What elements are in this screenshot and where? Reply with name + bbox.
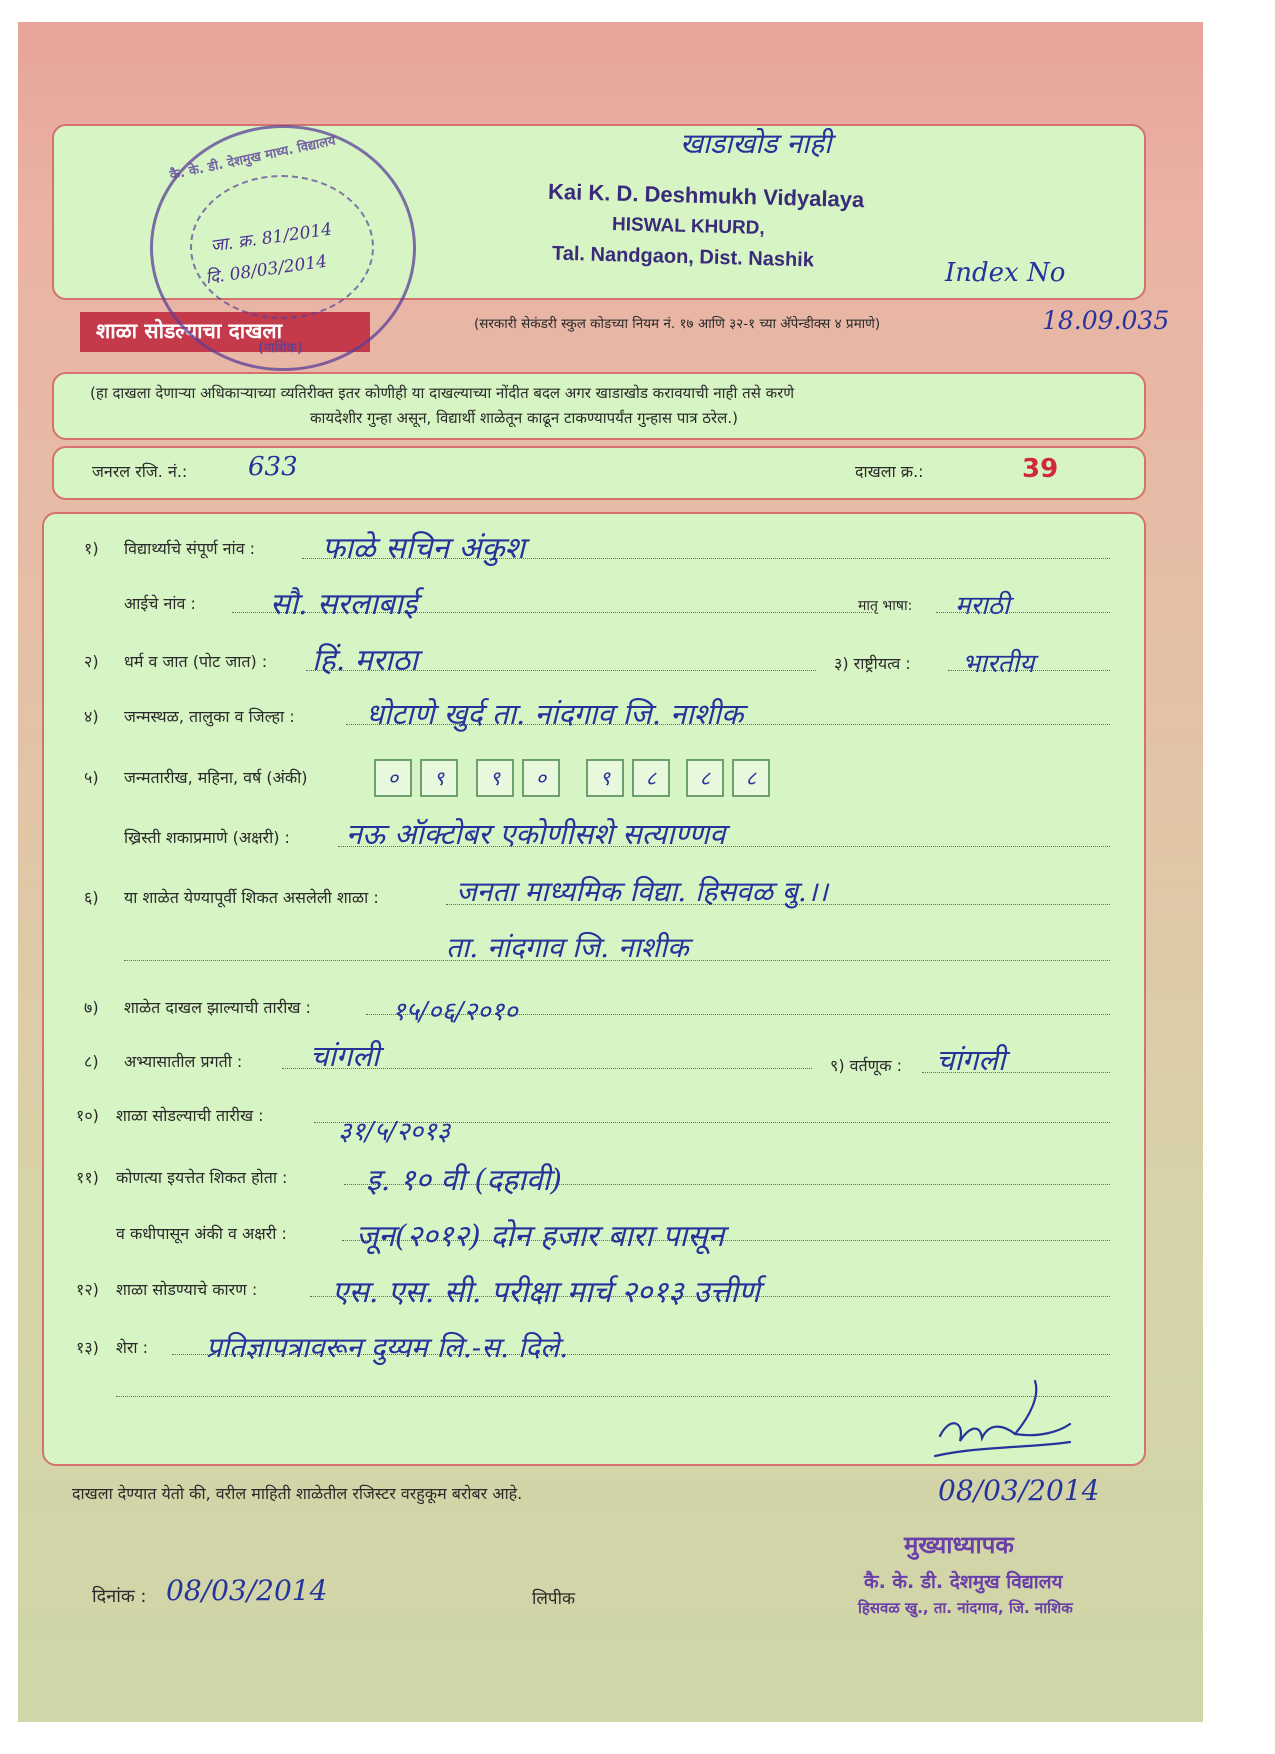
since-when-label: व कधीपासून अंकी व अक्षरी : xyxy=(116,1224,287,1243)
dob-digit-3: ९ xyxy=(476,759,514,797)
index-number: 18.09.035 xyxy=(1042,306,1170,335)
field-2-number: २) xyxy=(84,652,99,671)
mother-tongue: मराठी xyxy=(955,591,1010,621)
headmaster-stamp-place: हिसवळ खु., ता. नांदगाव, जि. नाशिक xyxy=(858,1599,1073,1617)
field-8-label: अभ्यासातील प्रगती : xyxy=(124,1052,243,1071)
clerk-label: लिपीक xyxy=(532,1589,576,1609)
dob-digit-5: ९ xyxy=(586,759,624,797)
remarks: प्रतिज्ञापत्रावरून दुय्यम लि.-स. दिले. xyxy=(206,1331,568,1364)
mother-tongue-label: मातृ भाषा: xyxy=(858,598,913,614)
field-7-number: ७) xyxy=(84,998,99,1017)
date-label: दिनांक : xyxy=(92,1586,147,1607)
seal-text-top: कै. के. डी. देशमुख माध्य. विद्यालय xyxy=(168,133,337,184)
issue-date: 08/03/2014 xyxy=(166,1574,328,1607)
headmaster-stamp-school: कै. के. डी. देशमुख विद्यालय xyxy=(864,1571,1063,1593)
warning-line-2: कायदेशीर गुन्हा असून, विद्यार्थी शाळेतून काढून टाकण्यापर्यंत गुन्हास पात्र ठरेल.) xyxy=(310,409,738,427)
mother-name: सौ. सरलाबाई xyxy=(270,587,418,622)
declaration-text: दाखला देण्यात येतो की, वरील माहिती शाळेतील रजिस्टर वरहुकूम बरोबर आहे. xyxy=(72,1484,523,1503)
academic-progress: चांगली xyxy=(310,1039,380,1073)
field-13-label: शेरा : xyxy=(116,1338,149,1357)
birth-place: धोटाणे खुर्द ता. नांदगाव जि. नाशीक xyxy=(366,697,744,731)
leaving-reason: एस. एस. सी. परीक्षा मार्च २०१३ उत्तीर्ण xyxy=(332,1275,760,1310)
field-11-number: ११) xyxy=(76,1168,99,1187)
general-register-number: 633 xyxy=(248,452,298,482)
field-11-label: कोणत्या इयत्तेत शिकत होता : xyxy=(116,1168,288,1187)
seal-ref-date: दि. 08/03/2014 xyxy=(204,251,329,289)
headmaster-stamp-title: मुख्याध्यापक xyxy=(904,1531,1014,1559)
field-12-number: १२) xyxy=(76,1280,99,1299)
previous-school-line-2: ता. नांदगाव जि. नाशीक xyxy=(446,931,689,964)
dob-words-label: ख्रिस्ती शकाप्रमाणे (अक्षरी) : xyxy=(124,828,290,847)
handwritten-no-erasure-note: खाडाखोड नाही xyxy=(680,127,832,160)
field-1-label: विद्यार्थ्याचे संपूर्ण नांव : xyxy=(124,539,256,558)
signature-date: 08/03/2014 xyxy=(938,1474,1100,1507)
headmaster-signature xyxy=(920,1376,1080,1466)
field-10-number: १०) xyxy=(76,1106,99,1125)
nationality: भारतीय xyxy=(962,649,1035,679)
leaving-date: ३१/५/२०१३ xyxy=(338,1117,451,1147)
field-5-label: जन्मतारीख, महिना, वर्ष (अंकी) xyxy=(124,768,308,787)
field-4-label: जन्मस्थळ, तालुका व जिल्हा : xyxy=(124,707,295,726)
class-studying: इ. १० वी (दहावी) xyxy=(366,1163,563,1198)
seal-ref-no: जा. क्र. 81/2014 xyxy=(209,219,334,257)
school-location: Tal. Nandgaon, Dist. Nashik xyxy=(551,242,815,272)
field-4-number: ४) xyxy=(84,707,99,726)
field-1-number: १) xyxy=(84,539,99,558)
register-panel xyxy=(52,446,1146,500)
dob-digit-8: ८ xyxy=(732,759,770,797)
field-12-label: शाळा सोडण्याचे कारण : xyxy=(116,1280,258,1299)
conduct: चांगली xyxy=(936,1043,1006,1077)
dob-digit-7: ८ xyxy=(686,759,724,797)
field-10-label: शाळा सोडल्याची तारीख : xyxy=(116,1106,264,1125)
mother-name-label: आईचे नांव : xyxy=(124,594,196,613)
field-7-label: शाळेत दाखल झाल्याची तारीख : xyxy=(124,998,311,1017)
certificate-number: 39 xyxy=(1022,454,1059,484)
field-5-number: ५) xyxy=(84,768,99,787)
rule-reference: (सरकारी सेकंडरी स्कुल कोडच्या नियम नं. १७ आणि ३२-१ च्या अ‍ॅपेन्डीक्स ४ प्रमाणे) xyxy=(474,316,881,332)
admission-date: १५/०६/२०१० xyxy=(392,997,518,1027)
previous-school-line-1: जनता माध्यमिक विद्या. हिसवळ बु.।। xyxy=(456,875,829,908)
index-label: Index No xyxy=(945,258,1066,288)
dob-digit-2: ९ xyxy=(420,759,458,797)
field-6-number: ६) xyxy=(84,888,99,907)
student-full-name: फाळे सचिन अंकुश xyxy=(322,531,525,566)
field-8-number: ८) xyxy=(84,1052,99,1071)
school-name: Kai K. D. Deshmukh Vidyalaya xyxy=(547,178,865,213)
conduct-label: ९) वर्तणूक : xyxy=(830,1056,902,1075)
religion-caste: हिं. मराठा xyxy=(312,643,418,678)
dob-digit-6: ८ xyxy=(632,759,670,797)
nationality-label: ३) राष्ट्रीयत्व : xyxy=(834,654,911,673)
field-2-label: धर्म व जात (पोट जात) : xyxy=(124,652,268,671)
general-register-label: जनरल रजि. नं.: xyxy=(92,462,188,481)
certificate-number-label: दाखला क्र.: xyxy=(855,462,924,481)
warning-line-1: (हा दाखला देणाऱ्या अधिकाऱ्याच्या व्यतिरीक्त इतर कोणीही या दाखल्याच्या नोंदीत बदल अगर खाडाखोड करावयाची नाही तसे करणे xyxy=(90,384,795,402)
field-13-number: १३) xyxy=(76,1338,99,1357)
since-when: जून(२०१२) दोन हजार बारा पासून xyxy=(356,1219,725,1254)
field-6-label: या शाळेत येण्यापूर्वी शिकत असलेली शाळा : xyxy=(124,888,379,907)
school-village: HISWAL KHURD, xyxy=(611,214,765,239)
certificate-title: शाळा सोडल्याचा दाखला xyxy=(96,319,283,343)
dob-in-words: नऊ ऑक्टोबर एकोणीसशे सत्याण्णव xyxy=(346,817,726,851)
dob-digit-4: ० xyxy=(522,759,560,797)
dob-digit-1: ० xyxy=(374,759,412,797)
seal-text-bottom: (नाशिक) xyxy=(258,341,303,356)
